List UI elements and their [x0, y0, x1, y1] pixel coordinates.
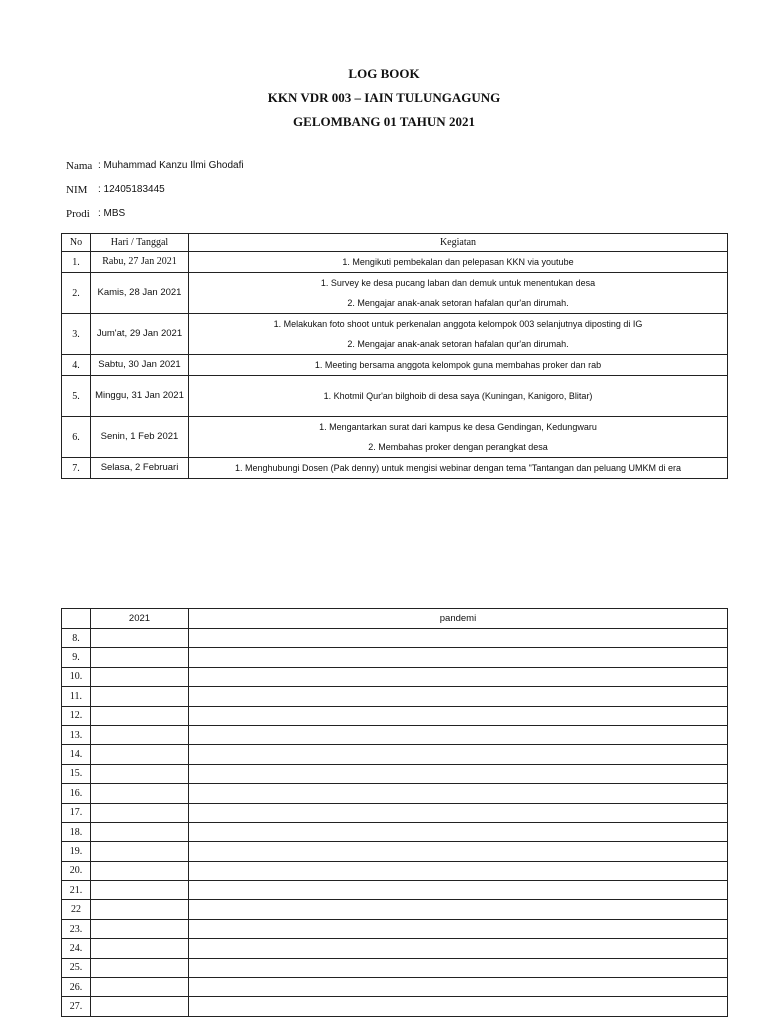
- row-date: Selasa, 2 Februari: [91, 458, 189, 479]
- row-no: 7.: [62, 458, 91, 479]
- table-header-row: [62, 609, 728, 629]
- row-date-cell: [91, 764, 189, 783]
- table-row: [62, 939, 728, 958]
- row-no: 12.: [62, 706, 91, 725]
- row-activity-cell: [189, 842, 728, 861]
- row-no: 23.: [62, 919, 91, 938]
- row-date: Kamis, 28 Jan 2021: [91, 273, 189, 314]
- activity-line: 1. Survey ke desa pucang laban dan demuk untuk menentukan desa: [320, 278, 596, 288]
- row-date: Rabu, 27 Jan 2021: [91, 252, 189, 273]
- row-activity-cell: [189, 648, 728, 667]
- table-row: [62, 958, 728, 977]
- row-date-cell: [91, 725, 189, 744]
- table-row: [62, 978, 728, 997]
- row-no: 25.: [62, 958, 91, 977]
- prodi-field: [66, 208, 125, 220]
- activity-line: 1. Melakukan foto shoot untuk perkenalan anggota kelompok 003 selanjutnya diposting di IG: [273, 319, 643, 329]
- row-activity: [189, 273, 728, 314]
- row-date: Minggu, 31 Jan 2021: [91, 376, 189, 417]
- row-date-cell: [91, 803, 189, 822]
- program-title: KKN VDR 003 – IAIN TULUNGAGUNG: [267, 90, 501, 105]
- header-year: 2021: [91, 609, 189, 629]
- prodi-label: Prodi: [66, 208, 90, 220]
- row-no: 17.: [62, 803, 91, 822]
- row-activity-cell: [189, 803, 728, 822]
- row-activity-cell: [189, 629, 728, 648]
- row-date-cell: [91, 822, 189, 841]
- table-row: [62, 803, 728, 822]
- row-activity-cell: [189, 958, 728, 977]
- row-no: 13.: [62, 725, 91, 744]
- header-activity: Kegiatan: [189, 234, 728, 252]
- header-no: [62, 609, 91, 629]
- nim-field: [66, 184, 165, 196]
- row-no: 19.: [62, 842, 91, 861]
- table-row: [62, 417, 728, 458]
- row-no: 18.: [62, 822, 91, 841]
- row-no: 26.: [62, 978, 91, 997]
- activity-line: 2. Mengajar anak-anak setoran hafalan qur'an dirumah.: [347, 298, 569, 308]
- batch-title: GELOMBANG 01 TAHUN 2021: [293, 114, 475, 129]
- row-activity-cell: [189, 900, 728, 919]
- table-row: [62, 314, 728, 355]
- row-no: 9.: [62, 648, 91, 667]
- header-no: No: [62, 234, 91, 252]
- row-no: 1.: [62, 252, 91, 273]
- row-activity: [189, 458, 728, 479]
- table-row: [62, 667, 728, 686]
- table-row: [62, 458, 728, 479]
- row-date-cell: [91, 667, 189, 686]
- row-activity: [189, 314, 728, 355]
- row-no: 27.: [62, 997, 91, 1016]
- table-row: [62, 784, 728, 803]
- row-activity-cell: [189, 919, 728, 938]
- table-row: [62, 648, 728, 667]
- row-activity-cell: [189, 725, 728, 744]
- row-no: 20.: [62, 861, 91, 880]
- table-row: [62, 629, 728, 648]
- table-row: [62, 900, 728, 919]
- activity-log-table: [61, 233, 728, 479]
- row-no: 24.: [62, 939, 91, 958]
- activity-line: 2. Mengajar anak-anak setoran hafalan qur'an dirumah.: [347, 339, 569, 349]
- row-activity: [189, 252, 728, 273]
- table-row: [62, 919, 728, 938]
- activity-line: 1. Mengantarkan surat dari kampus ke desa Gendingan, Kedungwaru: [319, 422, 597, 432]
- table-row: [62, 997, 728, 1016]
- row-no: 22: [62, 900, 91, 919]
- row-activity-cell: [189, 764, 728, 783]
- table-header-row: [62, 234, 728, 252]
- row-date-cell: [91, 687, 189, 706]
- row-activity: [189, 376, 728, 417]
- row-date-cell: [91, 939, 189, 958]
- row-date: Senin, 1 Feb 2021: [91, 417, 189, 458]
- table-row: [62, 861, 728, 880]
- row-date-cell: [91, 958, 189, 977]
- row-activity-cell: [189, 881, 728, 900]
- row-no: 14.: [62, 745, 91, 764]
- row-no: 2.: [62, 273, 91, 314]
- row-activity-cell: [189, 784, 728, 803]
- activity-line: 1. Mengikuti pembekalan dan pelepasan KKN via youtube: [342, 257, 574, 267]
- row-date-cell: [91, 881, 189, 900]
- nama-value: : Muhammad Kanzu Ilmi Ghodafi: [98, 160, 244, 171]
- row-activity-cell: [189, 706, 728, 725]
- row-date-cell: [91, 784, 189, 803]
- row-date: Sabtu, 30 Jan 2021: [91, 355, 189, 376]
- table-row: [62, 687, 728, 706]
- row-activity: [189, 417, 728, 458]
- row-activity-cell: [189, 745, 728, 764]
- row-no: 8.: [62, 629, 91, 648]
- row-date-cell: [91, 745, 189, 764]
- activity-line: 2. Membahas proker dengan perangkat desa: [368, 442, 548, 452]
- row-activity-cell: [189, 667, 728, 686]
- table-row: [62, 822, 728, 841]
- row-date-cell: [91, 861, 189, 880]
- continuation-table: [61, 608, 728, 1017]
- row-no: 6.: [62, 417, 91, 458]
- row-no: 5.: [62, 376, 91, 417]
- row-date-cell: [91, 900, 189, 919]
- row-no: 15.: [62, 764, 91, 783]
- table-row: [62, 273, 728, 314]
- row-date-cell: [91, 919, 189, 938]
- table-row: [62, 706, 728, 725]
- table-row: [62, 842, 728, 861]
- row-date-cell: [91, 706, 189, 725]
- row-date-cell: [91, 997, 189, 1016]
- header-topic: pandemi: [189, 609, 728, 629]
- table-row: [62, 764, 728, 783]
- activity-line: 1. Meeting bersama anggota kelompok guna membahas proker dan rab: [314, 360, 602, 370]
- table-row: [62, 725, 728, 744]
- row-no: 3.: [62, 314, 91, 355]
- header-date: Hari / Tanggal: [91, 234, 189, 252]
- row-date-cell: [91, 629, 189, 648]
- row-no: 10.: [62, 667, 91, 686]
- row-activity-cell: [189, 978, 728, 997]
- table-row: [62, 881, 728, 900]
- row-no: 11.: [62, 687, 91, 706]
- row-activity-cell: [189, 861, 728, 880]
- nama-label: Nama: [66, 160, 93, 172]
- row-date-cell: [91, 648, 189, 667]
- nama-field: [66, 160, 244, 172]
- table-row: [62, 252, 728, 273]
- table-row: [62, 355, 728, 376]
- prodi-value: : MBS: [98, 208, 126, 219]
- row-activity-cell: [189, 997, 728, 1016]
- row-no: 21.: [62, 881, 91, 900]
- nim-label: NIM: [66, 184, 88, 196]
- row-no: 16.: [62, 784, 91, 803]
- logbook-title: LOG BOOK: [348, 66, 420, 81]
- nim-value: : 12405183445: [98, 184, 165, 195]
- row-date: Jum'at, 29 Jan 2021: [91, 314, 189, 355]
- activity-line: 1. Menghubungi Dosen (Pak denny) untuk mengisi webinar dengan tema "Tantangan dan peluang UMKM di era: [235, 463, 681, 473]
- row-no: 4.: [62, 355, 91, 376]
- row-activity: [189, 355, 728, 376]
- row-activity-cell: [189, 687, 728, 706]
- table-row: [62, 745, 728, 764]
- activity-line: 1. Khotmil Qur'an bilghoib di desa saya (Kuningan, Kanigoro, Blitar): [323, 391, 593, 401]
- row-date-cell: [91, 842, 189, 861]
- row-activity-cell: [189, 822, 728, 841]
- table-row: [62, 376, 728, 417]
- row-activity-cell: [189, 939, 728, 958]
- row-date-cell: [91, 978, 189, 997]
